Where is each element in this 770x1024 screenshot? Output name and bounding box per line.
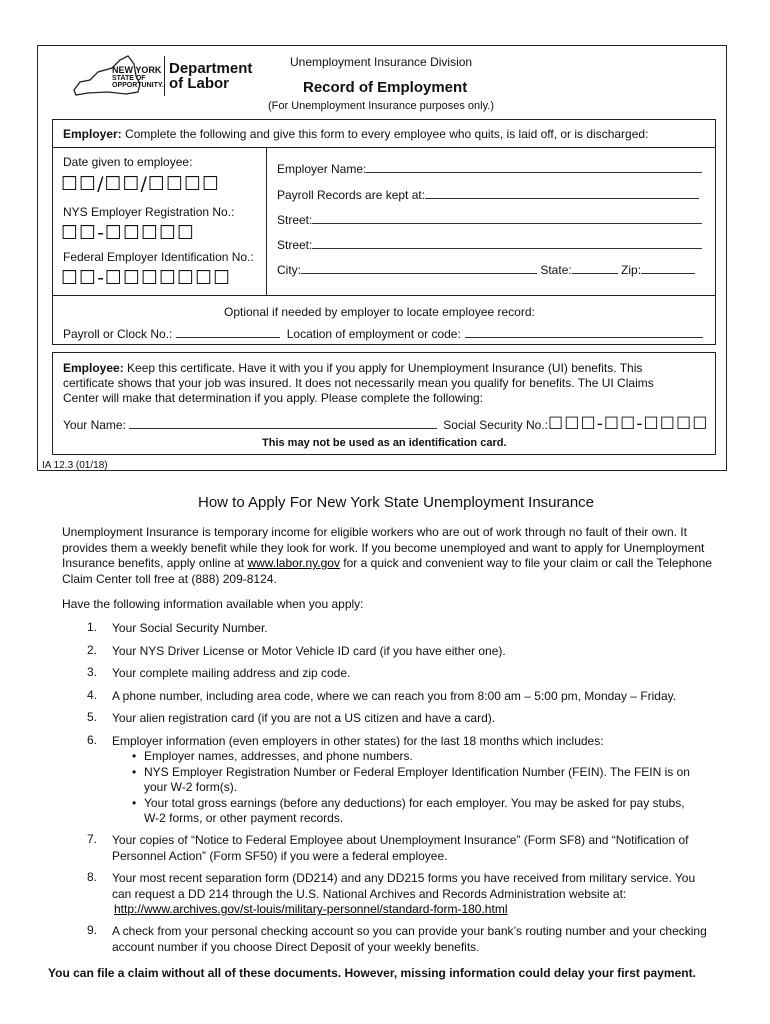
sub-bullet-item xyxy=(132,749,692,765)
street1-label: Street: xyxy=(277,213,313,227)
your-name-label: Your Name: xyxy=(63,418,126,432)
intro-text-1: Unemployment Insurance is temporary income for eligible workers who are out of work through no fault of their own. It provides them a weekly benefit while they look for work. If you become unemployed and want to apply for Unemployment Insurance benefits, apply online at xyxy=(62,525,705,570)
list-item-text: Your Social Security Number. xyxy=(112,621,268,635)
sub-bullet-item xyxy=(132,796,692,827)
logo-state-line2: STATE OF xyxy=(112,75,146,82)
employer-header-divider xyxy=(52,147,716,148)
list-item-number: 2. xyxy=(87,643,98,657)
ssn-boxes[interactable]: ☐☐☐-☐☐-☐☐☐☐ xyxy=(548,414,709,434)
list-item-text: A phone number, including area code, where we can reach you from 8:00 am – 5:00 pm, Monday – Friday. xyxy=(112,689,677,703)
logo-divider xyxy=(164,56,165,96)
list-item-text: Your alien registration card (if you are not a US citizen and have a card). xyxy=(112,711,496,725)
location-label: Location of employment or code: xyxy=(286,327,461,341)
fein-boxes[interactable]: ☐☐-☐☐☐☐☐☐☐ xyxy=(61,267,232,289)
list-item-text: Your copies of “Notice to Federal Employee about Unemployment Insurance” (Form SF8) and “Notification of Personnel Action” (Form SF50) if you were a federal employee. xyxy=(112,833,689,863)
street2-row xyxy=(277,236,702,252)
employer-instructions-text: Complete the following and give this form to every employee who quits, is laid off, or is discharged: xyxy=(125,127,649,141)
location-input[interactable] xyxy=(465,325,703,338)
payroll-records-label: Payroll Records are kept at: xyxy=(277,188,426,202)
payroll-records-row xyxy=(277,186,699,202)
employer-optional-divider xyxy=(52,295,716,296)
list-item-text: A check from your personal checking account so you can provide your bank’s routing number and your checking account number if you choose Direct Deposit of your weekly benefits. xyxy=(112,924,707,954)
form-number: IA 12.3 (01/18) xyxy=(42,460,108,471)
your-name-input[interactable] xyxy=(129,416,437,429)
have-info-text: Have the following information available when you apply: xyxy=(62,597,364,611)
logo-dept-line2: of Labor xyxy=(169,75,229,92)
howto-heading: How to Apply For New York State Unemployment Insurance xyxy=(198,494,595,511)
logo-state-text xyxy=(112,66,164,89)
nys-reg-boxes[interactable]: ☐☐-☐☐☐☐☐ xyxy=(61,222,196,244)
employee-instructions xyxy=(63,361,693,406)
list-item-text: Your NYS Driver License or Motor Vehicle ID card (if you have either one). xyxy=(112,644,506,658)
clock-input[interactable] xyxy=(176,325,280,338)
date-given-label: Date given to employee: xyxy=(63,155,193,169)
zip-label: Zip: xyxy=(621,263,642,277)
labor-website-link[interactable]: www.labor.ny.gov xyxy=(247,556,340,570)
sub-bullet-text: Employer names, addresses, and phone numbers. xyxy=(144,749,413,763)
employer-label: Employer: xyxy=(63,127,122,141)
employee-instructions-text: Keep this certificate. Have it with you if you apply for Unemployment Insurance (UI) benefits. This certificate shows that your job was insured. It does not necessarily mean you qualify for benefits. The UI Claims Center will make that determination if you apply. Please complete the following: xyxy=(63,361,654,405)
employer-instructions xyxy=(63,127,648,141)
list-item-text: Your complete mailing address and zip code. xyxy=(112,666,351,680)
intro-text-2: for a quick and convenient way to file your claim or call the Telephone Claim Center toll free at (888) 209-8124. xyxy=(62,556,712,586)
bullet-icon: • xyxy=(132,795,137,810)
employer-name-input[interactable] xyxy=(366,160,702,173)
employer-name-row xyxy=(277,160,702,176)
form-subtitle: (For Unemployment Insurance purposes only.) xyxy=(268,100,495,112)
list-item-number: 8. xyxy=(87,870,98,884)
employer-name-label: Employer Name: xyxy=(277,162,367,176)
sub-bullet-item xyxy=(132,765,692,796)
city-label: City: xyxy=(277,263,301,277)
sub-bullet-list xyxy=(132,749,692,827)
list-item-text: Employer information (even employers in other states) for the last 18 months which includes: xyxy=(112,734,604,748)
id-warning: This may not be used as an identification card. xyxy=(262,437,507,449)
form-title: Record of Employment xyxy=(303,79,468,96)
street2-input[interactable] xyxy=(312,236,702,249)
your-name-row xyxy=(63,414,708,434)
employer-col-divider xyxy=(266,147,267,295)
logo-dept-text xyxy=(169,61,252,91)
footer-note: You can file a claim without all of these documents. However, missing information could delay your first payment. xyxy=(48,966,696,980)
payroll-records-input[interactable] xyxy=(425,186,699,199)
state-input[interactable] xyxy=(572,261,618,274)
sub-bullet-text: Your total gross earnings (before any deductions) for each employer. You may be asked for pay stubs, W-2 forms, or other payment records. xyxy=(144,795,685,825)
list-item-number: 3. xyxy=(87,665,98,679)
city-state-zip-row xyxy=(277,261,695,277)
street2-label: Street: xyxy=(277,238,313,252)
list-item-number: 9. xyxy=(87,923,98,937)
state-label: State: xyxy=(540,263,572,277)
bullet-icon: • xyxy=(132,764,137,779)
bullet-icon: • xyxy=(132,749,137,763)
employee-label: Employee: xyxy=(63,361,124,375)
list-item-number: 1. xyxy=(87,620,98,634)
nys-dol-logo xyxy=(68,52,258,100)
list-item-number: 4. xyxy=(87,688,98,702)
fein-label: Federal Employer Identification No.: xyxy=(63,250,254,264)
list-item-number: 6. xyxy=(87,733,98,747)
logo-dept-line1: Department xyxy=(169,60,253,77)
date-given-boxes[interactable]: ☐☐/☐☐/☐☐☐☐ xyxy=(61,173,221,195)
nys-reg-label: NYS Employer Registration No.: xyxy=(63,205,235,219)
logo-state-line3: OPPORTUNITY. xyxy=(112,82,164,89)
howto-intro xyxy=(62,525,712,587)
street1-row xyxy=(277,211,702,227)
archives-link[interactable]: http://www.archives.gov/st-louis/military-personnel/standard-form-180.html xyxy=(114,902,508,916)
list-item-number: 5. xyxy=(87,710,98,724)
clock-label: Payroll or Clock No.: xyxy=(63,327,173,341)
sub-bullet-text: NYS Employer Registration Number or Federal Employer Identification Number (FEIN). The FEIN is on your W-2 form(s). xyxy=(144,764,690,794)
street1-input[interactable] xyxy=(312,211,702,224)
zip-input[interactable] xyxy=(641,261,695,274)
optional-note: Optional if needed by employer to locate employee record: xyxy=(224,305,535,319)
logo-state-line1: NEW YORK xyxy=(112,65,162,75)
city-input[interactable] xyxy=(301,261,537,274)
clock-location-row xyxy=(63,325,703,341)
list-item-number: 7. xyxy=(87,832,98,846)
division-name: Unemployment Insurance Division xyxy=(290,55,473,69)
ssn-label: Social Security No.: xyxy=(443,418,548,432)
list-item-text: Your most recent separation form (DD214) and any DD215 forms you have received from military service. You can request a DD 214 through the U.S. National Archives and Records Administration website at: xyxy=(112,871,696,901)
